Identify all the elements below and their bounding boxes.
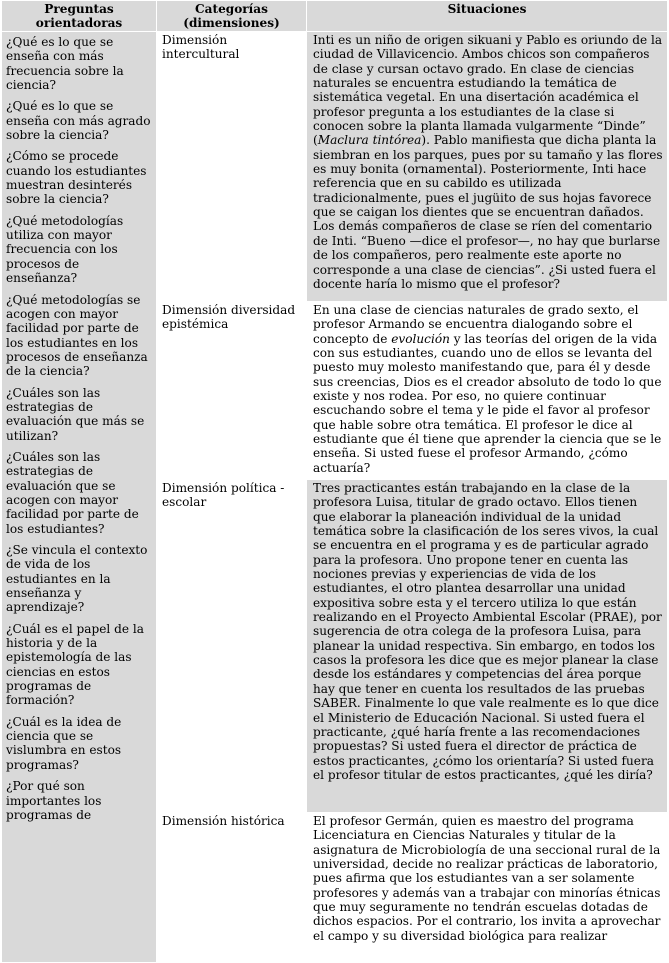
dimension-historical: Dimensión histórica <box>157 813 307 963</box>
dimension-intercultural: Dimensión intercultural <box>157 32 307 302</box>
situation-emphasis: Maclura tintórea <box>317 133 422 148</box>
guiding-question: ¿Cuáles son las estrategias de evaluación que se acogen con mayor facilidad por parte de los estudiantes? <box>6 449 139 536</box>
situation-text: El profesor Germán, quien es maestro del programa Licenciatura en Ciencias Naturales y titular de la asignatura de Microbiología de una seccional rural de la universidad, decide no realizar prácticas de laboratorio, pues afirma que los estudiantes van a ser solamente profesores y además van a trabajar con minorías étnicas que muy seguramente no tendrán escuelas dotadas de dichos espacios. Por el contrario, los invita a aprovechar el campo y su diversidad biológica para realizar <box>313 814 661 943</box>
situation-epistemic-diversity <box>307 302 668 480</box>
situation-text: ). Pablo manifiesta que dicha planta la siembran en los parques, pues por su tamaño y las flores es muy bonita (ornamental). Posteriormente, Inti hace referencia que en su cabildo es utilizada tradicionalmente, pues el jugüito de sus hojas favorece que se caigan los dientes que se encuentran dañados. Los demás compañeros de clase se ríen del comentario de Inti. “Bueno —dice el profesor—, no hay que burlarse de los compañeros, pero realmente este aporte no corresponde a una clase de ciencias”. ¿Si usted fuera el docente haría lo mismo que el profesor? <box>313 133 663 291</box>
guiding-question: ¿Qué es lo que se enseña con más frecuencia sobre la ciencia? <box>6 35 124 93</box>
guiding-question: ¿Qué es lo que se enseña con más agrado sobre la ciencia? <box>6 99 151 143</box>
situation-intercultural <box>307 32 668 302</box>
situation-text: y las teorías del origen de la vida con sus estudiantes, cuando uno de ellos se levanta del puesto muy molesto manifestando que, para él y desde sus creencias, Dios es el creador absoluto de todo lo que existe y nos rodea. Por eso, no quiere continuar escuchando sobre el tema y le pide el favor al profesor que hable sobre otra temática. El profesor le dice al estudiante que él tiene que aprender la ciencia que se le enseña. Si usted fuese el profesor Armando, ¿cómo actuaría? <box>313 331 662 475</box>
guiding-question: ¿Qué metodologías utiliza con mayor frecuencia con los procesos de enseñanza? <box>6 213 124 286</box>
dimension-political-school: Dimensión política - escolar <box>157 480 307 813</box>
situation-historical <box>307 813 668 963</box>
header-questions: Preguntas orientadoras <box>2 1 157 32</box>
header-row <box>2 1 668 32</box>
guiding-question: ¿Cómo se procede cuando los estudiantes muestran desinterés sobre la ciencia? <box>6 149 147 207</box>
guiding-question: ¿Cuál es el papel de la historia y de la epistemología de las ciencias en estos programas de formación? <box>6 621 144 708</box>
guiding-question: ¿Cuáles son las estrategias de evaluación que más se utilizan? <box>6 385 145 443</box>
guiding-question: ¿Qué metodologías se acogen con mayor facilidad por parte de los estudiantes en los procesos de enseñanza de la ciencia? <box>6 292 148 379</box>
guiding-question: ¿Por qué son importantes los programas de <box>6 779 102 822</box>
dimension-epistemic-diversity: Dimensión diversidad epistémica <box>157 302 307 480</box>
header-situations: Situaciones <box>307 1 668 32</box>
situation-political-school <box>307 480 668 813</box>
situation-emphasis: evolución <box>391 331 450 346</box>
table-row <box>2 32 668 302</box>
situations-table <box>1 0 668 963</box>
guiding-question: ¿Se vincula el contexto de vida de los estudiantes en la enseñanza y aprendizaje? <box>6 543 148 615</box>
situation-text: En una clase de ciencias naturales de grado sexto, el profesor Armando se encuentra dialogando sobre el concepto de <box>313 303 639 346</box>
situation-text: Inti es un niño de origen sikuani y Pablo es oriundo de la ciudad de Villavicencio. Ambos chicos son compañeros de clase y cursan octavo grado. En clase de ciencias naturales se encuentra estudiando la temática de sistemática vegetal. En una disertación académica el profesor pregunta a los estudiantes de la clase si conocen sobre la planta llamada vulgarmente “Dinde” ( <box>313 33 663 148</box>
header-categories: Categorías (dimensiones) <box>157 1 307 32</box>
guiding-questions-cell <box>2 32 157 963</box>
guiding-question: ¿Cuál es la idea de ciencia que se vislumbra en estos programas? <box>6 714 122 772</box>
situation-text: Tres practicantes están trabajando en la clase de la profesora Luisa, titular de grado octavo. Ellos tienen que elaborar la planeación individual de la unidad temática sobre la clasificación de los seres vivos, la cual se encuentra en el programa y es de particular agrado para la profesora. Uno propone tener en cuenta las nociones previas y experiencias de vida de los estudiantes, el otro plantea desarrollar una unidad expositiva sobre esta y el tercero utiliza lo que están realizando en el Proyecto Ambiental Escolar (PRAE), por sugerencia de otra colega de la profesora Luisa, para planear la unidad respectiva. Sin embargo, en todos los casos la profesora les dice que es mejor planear la clase desde los estándares y competencias del área porque hay que tener en cuenta los resultados de las pruebas SABER. Finalmente lo que vale realmente es lo que dice el Ministerio de Educación Nacional. Si usted fuera el practicante, ¿qué haría frente a las recomendaciones propuestas? Si usted fuera el director de práctica de estos practicantes, ¿cómo los orientaría? Si usted fuera el profesor titular de estos practicantes, ¿qué les diría? <box>313 481 662 782</box>
